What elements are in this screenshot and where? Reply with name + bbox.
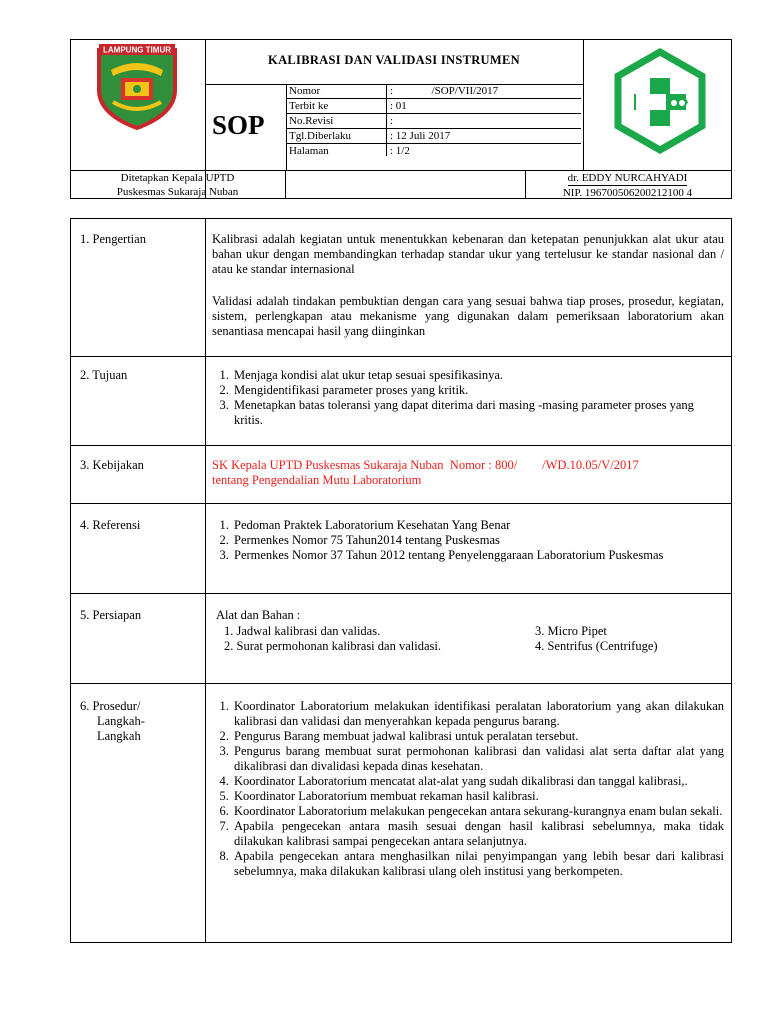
section-label-tujuan: 2. Tujuan — [80, 368, 128, 382]
list-item: 4. Sentrifus (Centrifuge) — [535, 639, 658, 653]
prosedur-label-3: Langkah — [97, 729, 141, 743]
meta-row — [286, 129, 581, 144]
pengertian-para1: Kalibrasi adalah kegiatan untuk menentukkan kebenaran dan ketepatan penunjukkan alat ukur atau bahan ukur dengan membandingkan terhadap standar ukur yang tertelusur ke standar nasional dan / atau ke standar internasional — [212, 232, 724, 276]
persiapan-left — [224, 624, 441, 654]
meta-table — [286, 84, 581, 158]
meta-value-revisi: : — [390, 115, 394, 127]
signer-nip: NIP. 196700506200212100 4 — [562, 187, 693, 199]
section-label-persiapan: 5. Persiapan — [80, 608, 142, 622]
section-label-prosedur — [80, 699, 145, 744]
kebijakan-line1: SK Kepala UPTD Puskesmas Sukaraja Nuban Nomor : 800/ /WD.10.05/V/2017 — [212, 458, 639, 472]
list-item: 2. Mengidentifikasi parameter proses yang kritik. — [232, 383, 724, 398]
list-item: 1. Jadwal kalibrasi dan validas. — [224, 624, 381, 638]
list-item: 2. Surat permohonan kalibrasi dan validasi. — [224, 639, 441, 653]
list-item: 1. Menjaga kondisi alat ukur tetap sesuai spesifikasinya. — [232, 368, 724, 383]
meta-label-tgl: Tgl.Diberlaku — [289, 130, 352, 142]
list-item: 5. Koordinator Laboratorium membuat rekaman hasil kalibrasi. — [232, 789, 724, 804]
persiapan-intro: Alat dan Bahan : — [216, 608, 301, 622]
list-item: 2. Permenkes Nomor 75 Tahun2014 tentang Puskesmas — [232, 533, 724, 548]
kebijakan-line2: tentang Pengendalian Mutu Laboratorium — [212, 473, 422, 487]
document-title: KALIBRASI DAN VALIDASI INSTRUMEN — [268, 53, 520, 67]
list-item: 1. Koordinator Laboratorium melakukan identifikasi peralatan laboratorium yang akan dilakukan kalibrasi dan validasi dan menyerahkan kepada pengurus barang. — [232, 699, 724, 729]
logo-banner-text: LAMPUNG TIMUR — [103, 45, 171, 55]
issuer — [70, 171, 285, 199]
meta-row — [286, 84, 581, 99]
puskesmas-logo — [612, 48, 708, 154]
list-item: 6. Koordinator Laboratorium melakukan pengecekan antara sekurang-kurangnya enam bulan sekali. — [232, 804, 724, 819]
meta-label-terbit: Terbit ke — [289, 100, 329, 112]
list-item: 7. Apabila pengecekan antara masih sesuai dengan hasil kalibrasi sebelumnya, maka tidak dilakukan kalibrasi sampai pengecekan antara selanjutnya. — [232, 819, 724, 849]
list-item: 3. Pengurus barang membuat surat permohonan kalibrasi dan validasi alat serta daftar alat yang dikalibrasi dan divalidasi kepada dinas kesehatan. — [232, 744, 724, 774]
signer-name: dr. EDDY NURCAHYADI — [567, 172, 688, 184]
prosedur-label-2: Langkah- — [97, 714, 145, 728]
kebijakan-text — [212, 458, 727, 488]
list-item: 2. Pengurus Barang membuat jadwal kalibrasi untuk peralatan tersebut. — [232, 729, 724, 744]
tujuan-list — [214, 368, 724, 428]
list-item: 3. Micro Pipet — [535, 624, 607, 638]
section-label-pengertian: 1. Pengertian — [80, 232, 146, 246]
meta-row — [286, 114, 581, 129]
section-label-kebijakan: 3. Kebijakan — [80, 458, 144, 472]
meta-value-halaman: : 1/2 — [390, 145, 410, 157]
signer — [525, 171, 730, 200]
meta-label-revisi: No.Revisi — [289, 115, 334, 127]
section-label-referensi: 4. Referensi — [80, 518, 141, 532]
list-item: 8. Apabila pengecekan antara menghasilkan nilai penyimpangan yang lebih besar dari kalibrasi sebelumnya, maka dilakukan kalibrasi ulang oleh institusi yang berkompeten. — [232, 849, 724, 879]
list-item: 4. Koordinator Laboratorium mencatat alat-alat yang sudah dikalibrasi dan tanggal kalibrasi,. — [232, 774, 724, 789]
pengertian-para2: Validasi adalah tindakan pembuktian dengan cara yang sesuai bahwa tiap proses, prosedur, kegiatan, sistem, perlengkapan atau mekanisme yang digunakan dalam pemeriksaan laboratorium akan senantiasa mencapai hasil yang diinginkan — [212, 294, 724, 338]
list-item: 3. Menetapkan batas toleransi yang dapat diterima dari masing -masing parameter proses yang kritis. — [232, 398, 724, 428]
list-item: 3. Permenkes Nomor 37 Tahun 2012 tentang Penyelenggaraan Laboratorium Puskesmas — [232, 548, 724, 563]
sop-label: SOP — [212, 110, 265, 140]
prosedur-list — [214, 699, 724, 879]
meta-value-nomor: : /SOP/VII/2017 — [390, 85, 499, 97]
list-item: 1. Pedoman Praktek Laboratorium Kesehatan Yang Benar — [232, 518, 724, 533]
meta-row — [286, 99, 581, 114]
persiapan-right — [535, 624, 658, 654]
referensi-list — [214, 518, 724, 563]
meta-label-halaman: Halaman — [289, 145, 329, 157]
meta-value-terbit: : 01 — [390, 100, 407, 112]
issuer-line2: Puskesmas Sukaraja Nuban — [116, 186, 239, 198]
meta-label-nomor: Nomor — [289, 85, 321, 97]
lampung-timur-logo — [93, 42, 181, 132]
meta-value-tgl: : 12 Juli 2017 — [390, 130, 451, 142]
meta-divider — [386, 84, 387, 156]
prosedur-label-1: 6. Prosedur/ — [80, 699, 141, 713]
meta-row — [286, 144, 581, 158]
issuer-line1: Ditetapkan Kepala UPTD — [120, 172, 235, 184]
